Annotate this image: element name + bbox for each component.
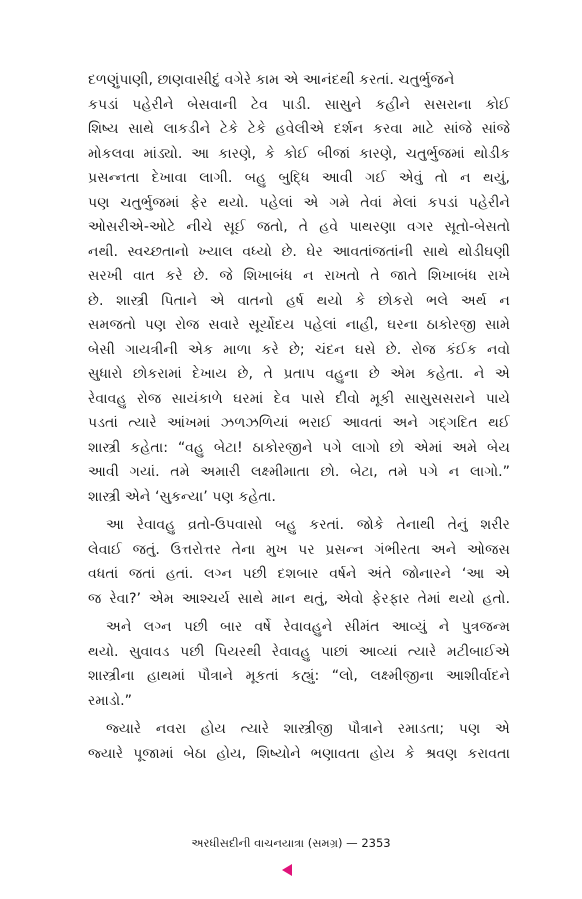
text-line: જ્યારે નવરા હોય ત્યારે શાસ્ત્રીજી પૌત્રાને રમાડતા; પણ એ xyxy=(106,721,510,737)
text-line: છે. શાસ્ત્રી પિતાને એ વાતનો હર્ષ થયો કે છોકરો ભલે અર્થ ન xyxy=(88,292,510,309)
triangle-left-icon[interactable] xyxy=(282,864,292,876)
paragraph-2 xyxy=(88,513,510,611)
text-line: રમાડો.” xyxy=(88,692,133,709)
paragraph-4 xyxy=(88,717,510,766)
text-line: નથી. સ્વચ્છતાનો ખ્યાલ વધ્યો છે. ઘેર આવતાંજતાંની સાથે થોડીઘણી xyxy=(88,243,510,260)
text-line: શાસ્ત્રી એને ‘સુકન્યા’ પણ કહેતા. xyxy=(88,488,276,505)
body-text xyxy=(88,68,510,770)
text-line: સરખી વાત કરે છે. જે શિખાબંધ ન રાખતો તે જાતે શિખાબંધ રાખે xyxy=(88,268,510,284)
text-line: મોકલવા માંડ્યો. આ કારણે, કે કોઈ બીજાં કારણે, ચતુર્ભુજમાં થોડીક xyxy=(88,145,510,162)
text-line: વધતાં જતાં હતાં. લગ્ન પછી દશબાર વર્ષને અંતે જોનારને ‘આ એ xyxy=(88,566,510,582)
page-footer: અરધીસદીની વાચનયાત્રા (સમગ્ર) — 2353 xyxy=(191,836,391,850)
text-line: બેસી ગાયત્રીની એક માળા કરે છે; ચંદન ઘસે છે. રોજ કંઈક નવો xyxy=(88,341,510,358)
text-line: પણ ચતુર્ભુજમાં ફેર થયો. પહેલાં એ ગમે તેવાં મેલાં કપડાં પહેરીને xyxy=(88,194,510,211)
text-line: દળણુંપાણી, છાણવાસીદું વગેરે કામ એ આનંદથી કરતાં. ચતુર્ભુજને xyxy=(88,72,455,88)
text-line: રેવાવહુ રોજ સાયંકાળે ઘરમાં દેવ પાસે દીવો મૂકી સાસુસસરાને પાયે xyxy=(88,390,510,407)
text-line: આ રેવાવહુ વ્રતો-ઉપવાસો બહુ કરતાં. જોકે તેનાથી તેનું શરીર xyxy=(106,517,510,533)
text-line: જ રેવા?’ એમ આશ્ચર્ય સાથે માન થતું, એવો ફેરફાર તેમાં થયો હતો. xyxy=(88,590,510,607)
text-line: લેવાઈ જતું. ઉત્તરોત્તર તેના મુખ પર પ્રસન્ન ગંભીરતા અને ઓજસ xyxy=(88,541,510,558)
text-line: શાસ્ત્રીના હાથમાં પૌત્રાને મૂકતાં કહ્યું: “લો, લક્ષ્મીજીના આશીર્વાદને xyxy=(88,668,510,684)
text-line: સુધારો છોકરામાં દેખાય છે, તે પ્રતાપ વહુના છે એમ કહેતા. ને એ xyxy=(88,366,510,382)
text-line: અને લગ્ન પછી બાર વર્ષે રેવાવહુને સીમંત આવ્યું ને પુત્રજન્મ xyxy=(106,619,510,635)
text-line: આવી ગયાં. તમે અમારી લક્ષ્મીમાતા છો. બેટા, તમે પગે ન લાગો.” xyxy=(88,464,510,480)
text-line: સમજતો પણ રોજ સવારે સૂર્યોદય પહેલાં નાહી, ઘરના ઠાકોરજી સામે xyxy=(88,317,510,333)
text-line: પડતાં ત્યારે આંખમાં ઝળઝળિયાં ભરાઈ આવતાં અને ગદ્ગદિત થઈ xyxy=(88,415,510,431)
text-line: શાસ્ત્રી કહેતા: “વહુ બેટા! ઠાકોરજીને પગે લાગો છો એમાં અમે બેય xyxy=(88,439,510,456)
text-line: જ્યારે પૂજામાં બેઠા હોય, શિષ્યોને ભણાવતા હોય કે શ્રવણ કરાવતા xyxy=(88,745,510,762)
text-line: કપડાં પહેરીને બેસવાની ટેવ પાડી. સાસુને કહીને સસરાના કોઈ xyxy=(88,96,510,113)
text-line: પ્રસન્નતા દેખાવા લાગી. બહુ બુદ્ધિ આવી ગઈ એવું તો ન થયું, xyxy=(88,170,510,186)
text-line: શિષ્ય સાથે લાકડીને ટેકે ટેકે હવેલીએ દર્શન કરવા માટે સાંજે સાંજે xyxy=(88,121,510,137)
paragraph-3 xyxy=(88,615,510,713)
text-line: ઓસરીએ-ઓટે નીચે સૂઈ જતો, તે હવે પાથરણા વગર સૂતો-બેસતો xyxy=(88,219,510,235)
text-line: થયો. સુવાવડ પછી પિયરથી રેવાવહુ પાછાં આવ્યાં ત્યારે મટીબાઈએ xyxy=(88,643,510,660)
paragraph-1 xyxy=(88,68,510,509)
